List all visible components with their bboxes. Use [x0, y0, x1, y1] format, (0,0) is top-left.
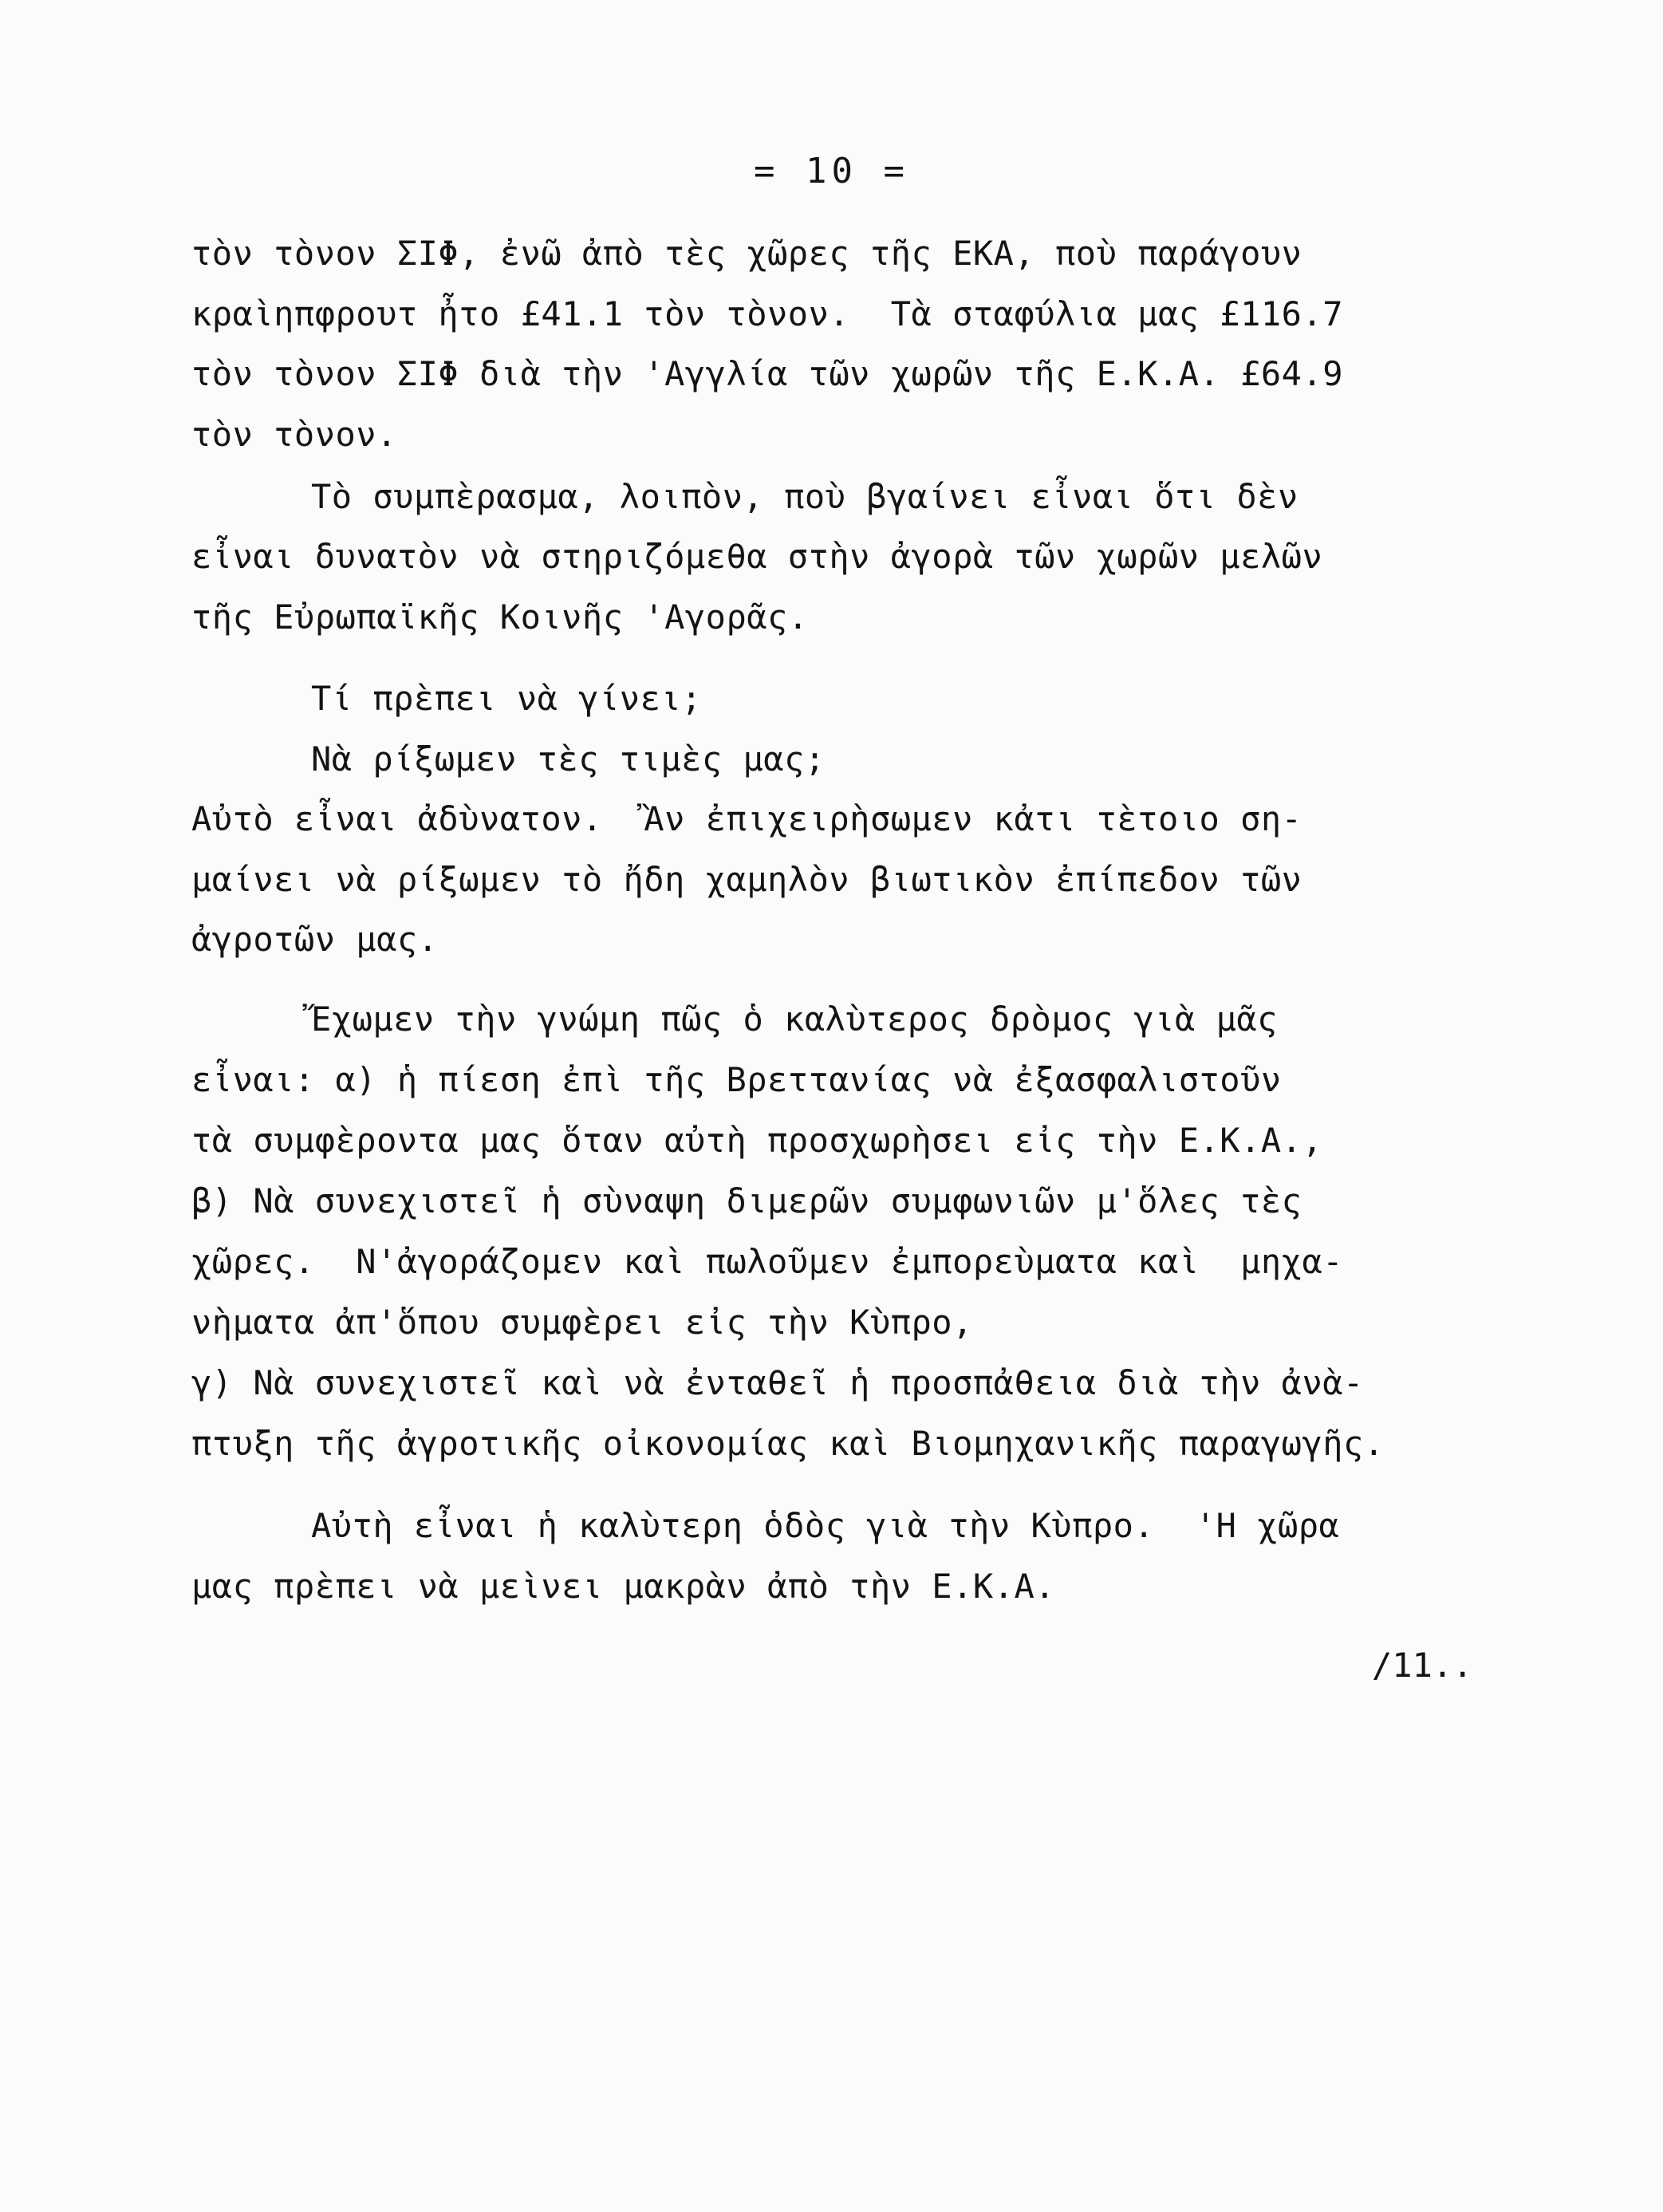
text-line: Τί πρὲπει νὰ γίνει; — [311, 679, 702, 718]
next-page-marker: /11.. — [1372, 1646, 1473, 1685]
text-line: Αὐτὸ εἶναι ἀδὺνατον. Ἂν ἐπιχειρὴσωμεν κἀτι τὲτοιο ση- — [191, 799, 1302, 838]
text-line: πτυξη τῆς ἀγροτικῆς οἰκονομίας καὶ Βιομηχανικῆς παραγωγῆς. — [191, 1424, 1385, 1463]
text-line: ἀγροτῶν μας. — [191, 920, 439, 959]
text-line: χῶρες. Ν'ἀγοράζομεν καὶ πωλοῦμεν ἐμπορεὺματα καὶ μηχα- — [191, 1242, 1344, 1281]
text-line: κραὶηπφρουτ ἦτο £41.1 τὸν τὸνον. Τὰ σταφύλια μας £116.7 — [191, 294, 1344, 333]
text-line: νὴματα ἀπ'ὅπου συμφὲρει εἰς τὴν Κὺπρο, — [191, 1303, 973, 1342]
text-line: τὸν τὸνον. — [191, 415, 397, 454]
text-line: Αὐτὴ εἶναι ἡ καλὺτερη ὁδὸς γιὰ τὴν Κὺπρο. 'Η χῶρα — [311, 1506, 1340, 1545]
text-line: τὸν τὸνον ΣΙΦ διὰ τὴν 'Αγγλία τῶν χωρῶν τῆς Ε.Κ.Α. £64.9 — [191, 354, 1344, 393]
text-line: γ) Νὰ συνεχιστεῖ καὶ νὰ ἐνταθεῖ ἡ προσπἀθεια διὰ τὴν ἀνὰ- — [191, 1363, 1364, 1402]
text-line: τῆς Εὐρωπαϊκῆς Κοινῆς 'Αγορᾶς. — [191, 597, 809, 637]
text-line: Τὸ συμπὲρασμα, λοιπὸν, ποὺ βγαίνει εἶναι ὅτι δὲν — [311, 477, 1298, 516]
text-line: εἶναι: α) ἡ πίεση ἐπὶ τῆς Βρεττανίας νὰ ἐξασφαλιστοῦν — [191, 1060, 1282, 1099]
text-line: Ἔχωμεν τὴν γνώμη πῶς ὁ καλὺτερος δρὸμος γιὰ μᾶς — [311, 1000, 1278, 1039]
text-line: μας πρὲπει νὰ μεὶνει μακρὰν ἀπὸ τὴν Ε.Κ.Α. — [191, 1567, 1056, 1606]
page-number: = 10 = — [754, 151, 909, 191]
text-line: εἶναι δυνατὸν νὰ στηριζόμεθα στὴν ἀγορὰ τῶν χωρῶν μελῶν — [191, 537, 1323, 576]
text-line: τὰ συμφὲροντα μας ὅταν αὐτὴ προσχωρὴσει εἰς τὴν Ε.Κ.Α., — [191, 1121, 1323, 1160]
text-line: τὸν τὸνον ΣΙΦ, ἐνῶ ἀπὸ τὲς χῶρες τῆς ΕΚΑ, ποὺ παράγουν — [191, 234, 1302, 273]
text-line: Νὰ ρίξωμεν τὲς τιμὲς μας; — [311, 739, 826, 779]
text-line: β) Νὰ συνεχιστεῖ ἡ σὺναψη διμερῶν συμφωνιῶν μ'ὅλες τὲς — [191, 1181, 1302, 1220]
text-line: μαίνει νὰ ρίξωμεν τὸ ἤδη χαμηλὸν βιωτικὸν ἐπίπεδον τῶν — [191, 860, 1302, 899]
